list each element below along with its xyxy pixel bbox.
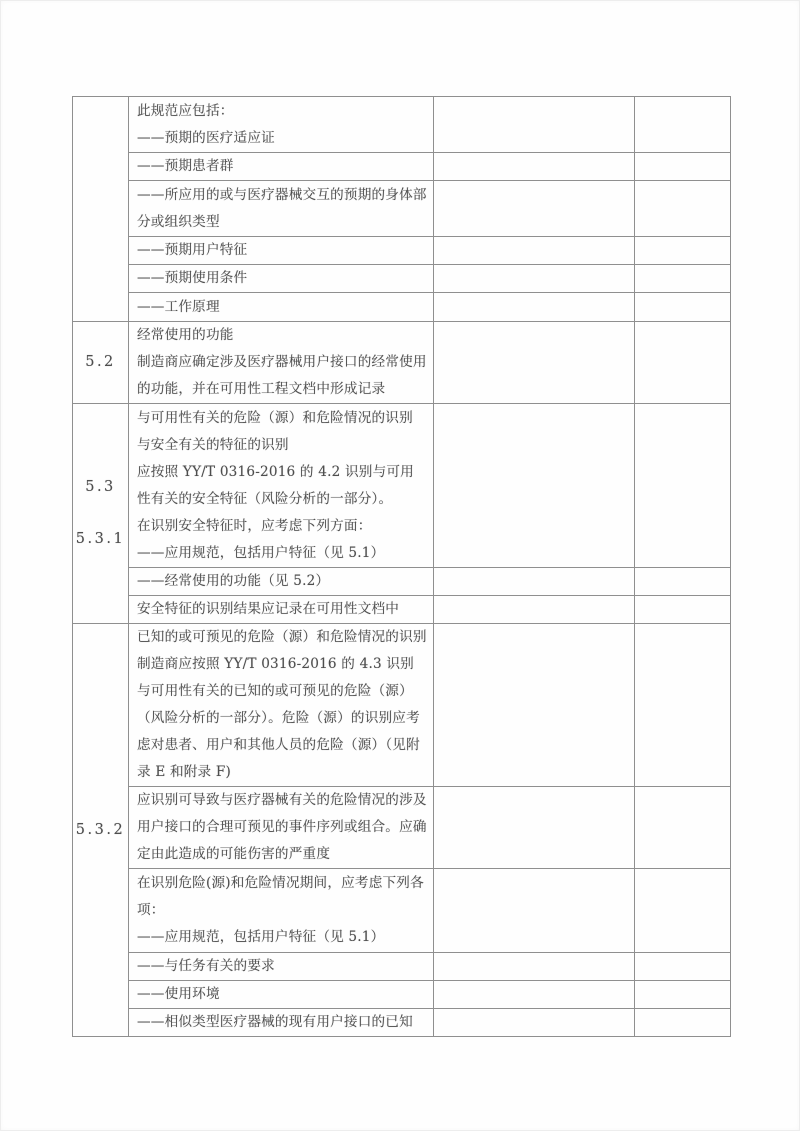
blank-cell-right	[635, 787, 731, 869]
table-row	[73, 981, 731, 1009]
blank-cell-mid	[434, 596, 635, 624]
requirement-text-block	[129, 596, 433, 623]
requirement-cell	[129, 181, 434, 237]
blank-cell-mid	[434, 265, 635, 293]
requirement-cell	[129, 953, 434, 981]
blank-cell-right	[635, 568, 731, 596]
blank-cell-mid	[434, 153, 635, 181]
blank-cell-right	[635, 953, 731, 981]
table-row	[73, 322, 731, 404]
blank-cell-right	[635, 869, 731, 953]
blank-cell-mid	[434, 981, 635, 1009]
table-row	[73, 181, 731, 237]
requirement-text-block	[129, 153, 433, 180]
requirement-cell	[129, 1009, 434, 1037]
section-cell	[73, 624, 129, 1037]
blank-cell-mid	[434, 869, 635, 953]
blank-cell-mid	[434, 97, 635, 153]
requirement-text-block	[129, 568, 433, 595]
blank-cell-mid	[434, 181, 635, 237]
section-number: 5.3.1	[75, 531, 126, 547]
requirement-cell	[129, 97, 434, 153]
requirement-text-block	[129, 98, 433, 152]
requirement-paragraph: 安全特征的识别结果应记录在可用性文档中	[137, 601, 400, 617]
blank-cell-right	[635, 322, 731, 404]
requirement-paragraph: 在识别安全特征时，应考虑下列方面：	[137, 517, 372, 534]
table-row	[73, 293, 731, 322]
blank-cell-mid	[434, 293, 635, 322]
requirement-text-block	[129, 265, 433, 292]
table-row	[73, 404, 731, 568]
requirement-cell	[129, 596, 434, 624]
blank-cell-right	[635, 97, 731, 153]
table-row	[73, 787, 731, 869]
requirement-paragraph: ——所应用的或与医疗器械交互的预期的身体部分或组织类型	[137, 186, 427, 230]
requirement-paragraph: ——预期用户特征	[137, 242, 248, 258]
requirement-text-block	[129, 322, 433, 403]
blank-cell-right	[635, 181, 731, 237]
requirement-cell	[129, 265, 434, 293]
blank-cell-right	[635, 596, 731, 624]
blank-cell-right	[635, 624, 731, 787]
blank-cell-mid	[434, 624, 635, 787]
requirement-paragraph: 已知的或可预见的危险（源）和危险情况的识别	[137, 629, 427, 645]
blank-cell-right	[635, 237, 731, 265]
requirement-text-block	[129, 953, 433, 980]
requirement-paragraph: ——使用环境	[137, 986, 220, 1002]
requirement-text-block	[129, 405, 433, 567]
requirement-paragraph: 此规范应包括：	[137, 102, 234, 119]
blank-cell-right	[635, 1009, 731, 1037]
table-body	[73, 97, 731, 1037]
requirement-text-block	[129, 182, 433, 236]
table-row	[73, 568, 731, 596]
blank-cell-right	[635, 981, 731, 1009]
section-cell	[73, 404, 129, 624]
requirement-text-block	[129, 294, 433, 321]
requirement-paragraph: ——与任务有关的要求	[137, 958, 275, 974]
requirement-paragraph: ——经常使用的功能（见 5.2）	[137, 573, 330, 589]
requirement-text-block	[129, 981, 433, 1008]
blank-cell-mid	[434, 568, 635, 596]
table-row	[73, 265, 731, 293]
requirement-cell	[129, 624, 434, 787]
requirement-text-block	[129, 787, 433, 868]
table-row	[73, 97, 731, 153]
requirement-text-block	[129, 1009, 433, 1036]
requirement-cell	[129, 293, 434, 322]
requirement-text-block	[129, 870, 433, 951]
requirement-cell	[129, 787, 434, 869]
requirement-text-block	[129, 624, 433, 786]
table-row	[73, 237, 731, 265]
blank-cell-mid	[434, 322, 635, 404]
requirement-paragraph: ——预期使用条件	[137, 270, 248, 286]
blank-cell-mid	[434, 404, 635, 568]
requirement-paragraph: ——预期患者群	[137, 158, 234, 174]
blank-cell-mid	[434, 1009, 635, 1037]
blank-cell-mid	[434, 237, 635, 265]
requirement-cell	[129, 981, 434, 1009]
table-row	[73, 1009, 731, 1037]
requirement-text-block	[129, 237, 433, 264]
requirement-cell	[129, 869, 434, 953]
section-number: 5.3.2	[75, 821, 126, 838]
blank-cell-mid	[434, 953, 635, 981]
requirement-paragraph: 制造商应确定涉及医疗器械用户接口的经常使用的功能，并在可用性工程文档中形成记录	[137, 354, 427, 397]
requirement-cell	[129, 237, 434, 265]
requirement-paragraph: 与安全有关的特征的识别	[137, 436, 289, 453]
requirement-cell	[129, 404, 434, 568]
blank-cell-right	[635, 293, 731, 322]
requirement-paragraph: 与可用性有关的危险（源）和危险情况的识别	[137, 409, 413, 426]
section-number: 5.2	[85, 354, 116, 370]
requirement-paragraph: ——相似类型医疗器械的现有用户接口的已知	[137, 1014, 413, 1030]
requirement-cell	[129, 568, 434, 596]
requirement-paragraph: ——预期的医疗适应证	[137, 129, 275, 146]
requirement-paragraph: 在识别危险(源)和危险情况期间，应考虑下列各项：	[137, 875, 424, 918]
table-row	[73, 596, 731, 624]
section-cell	[73, 322, 129, 404]
table-row	[73, 153, 731, 181]
table-row	[73, 869, 731, 953]
requirement-cell	[129, 322, 434, 404]
requirement-cell	[129, 153, 434, 181]
table-row	[73, 624, 731, 787]
section-cell	[73, 97, 129, 322]
blank-cell-right	[635, 265, 731, 293]
blank-cell-right	[635, 153, 731, 181]
requirement-paragraph: ——应用规范，包括用户特征（见 5.1）	[137, 544, 385, 561]
requirement-paragraph: 应识别可导致与医疗器械有关的危险情况的涉及用户接口的合理可预见的事件序列或组合。应确定由此造成的可能伤害的严重度	[137, 792, 427, 862]
requirements-table	[72, 96, 731, 1037]
requirement-paragraph: 应按照 YY/T 0316-2016 的 4.2 识别与可用性有关的安全特征（风险分析的一部分）。	[137, 463, 414, 507]
blank-cell-mid	[434, 787, 635, 869]
requirement-paragraph: ——工作原理	[137, 298, 220, 315]
section-number: 5.3	[85, 479, 116, 495]
blank-cell-right	[635, 404, 731, 568]
requirement-paragraph: 经常使用的功能	[137, 327, 234, 343]
requirement-paragraph: ——应用规范，包括用户特征（见 5.1）	[137, 929, 385, 945]
table-row	[73, 953, 731, 981]
requirement-paragraph: 制造商应按照 YY/T 0316-2016 的 4.3 识别与可用性有关的已知的或可预见的危险（源）（风险分析的一部分）。危险（源）的识别应考虑对患者、用户和其他人员的危险（源）（见附录 E 和附录 F)	[137, 656, 420, 780]
